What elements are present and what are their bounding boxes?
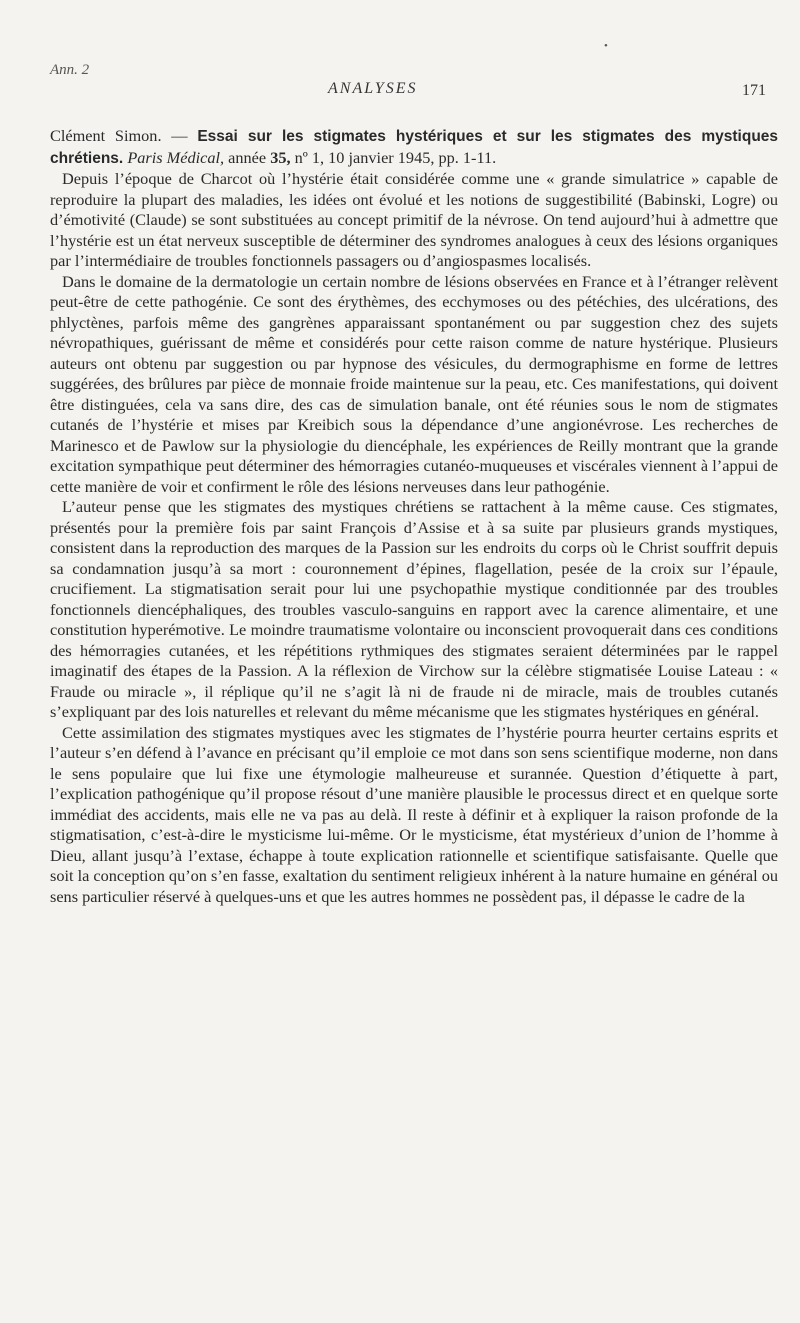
- running-title: ANALYSES: [328, 80, 418, 97]
- issue-pages: nº 1, 10 janvier 1945, pp. 1-11.: [290, 147, 497, 167]
- running-header: [50, 62, 780, 102]
- paragraph-2: Dans le domaine de la dermatologie un certain nombre de lésions observées en France et à l’étranger relèvent peut-être de cette pathogénie. Ce sont des érythèmes, des ecchymoses ou des pétéchies, des ulcérations, des phlyctènes, parfois même des gangrènes apparaissant spontanément ou par suggestion chez des sujets névropathiques, guérissant de même et considérés pour cette raison comme de nature hystérique. Plusieurs auteurs ont obtenu par suggestion ou par hypnose des vésicules, du dermographisme en forme de lettres suggérées, des brûlures par pièce de monnaie froide maintenue sur la peau, etc. Ces manifestations, qui doivent être distinguées, cela va sans dire, des cas de simulation banale, ont été réunies sous le nom de stigmates cutanés de l’hystérie et mises par Kreibich sous la dépendance d’une angionévrose. Les recherches de Marinesco et de Pawlow sur la physiologie du diencéphale, les expériences de Reilly montrant que la grande excitation sympathique peut déterminer des hémorragies cutanéo-muqueuses et viscérales viennent à l’appui de cette manière de voir et confirment le rôle des lésions nerveuses dans leur pathogénie.: [50, 271, 778, 496]
- paragraph-3: L’auteur pense que les stigmates des mystiques chrétiens se rattachent à la même cause. Ces stigmates, présentés pour la première fois par saint François d’Assise et à sa suite par plusieurs grands mystiques, consistent dans la reproduction des marques de la Passion sur les endroits du corps où le Christ souffrit depuis sa condamnation jusqu’à sa mort : couronnement d’épines, flagellation, pesée de la croix sur l’épaule, crucifiement. La stigmatisation serait pour lui une psychopathie mystique conditionnée par des troubles fonctionnels diencéphaliques, des troubles vasculo-sanguins en rapport avec la carence alimentaire, et une constitution hyperémotive. Le moindre traumatisme volontaire ou inconscient provoquerait dans ces conditions des hémorragies cutanées, et les répétitions rythmiques des stigmates seraient déterminées par le rappel imaginatif des étapes de la Passion. A la réflexion de Virchow sur la célèbre stigmatisée Louise Lateau : « Fraude ou miracle », il réplique qu’il ne s’agit là ni de fraude ni de miracle, mais de troubles cutanés s’expliquant par des lois naturelles et relevant du même mécanisme que les stigmates hystériques en général.: [50, 497, 778, 721]
- paragraph-1: Depuis l’époque de Charcot où l’hystérie était considérée comme une « grande simulatrice » capable de reproduire la plupart des maladies, les idées ont évolué et les notions de suggestibilité (Babinski, Logre) ou d’émotivité (Claude) se sont substituées au concept primitif de la névrose. On tend aujourd’hui à admettre que l’hystérie est un état nerveux susceptible de déterminer des syndromes analogues à ceux des lésions organiques par l’intermédiaire de troubles fonctionnels passagers ou d’angiospasmes localisés.: [50, 169, 778, 270]
- author-name: Clément Simon.: [50, 126, 162, 145]
- corner-mark: •: [604, 40, 608, 52]
- paragraph-4: Cette assimilation des stigmates mystiques avec les stigmates de l’hystérie pourra heurter certains esprits et l’auteur s’en défend à l’avance en précisant qu’il emploie ce mot dans son sens scientifique moderne, non dans le sens populaire que lui fixe une étymologie malheureuse et surannée. Question d’étiquette à part, l’explication pathogénique qu’il propose résout d’une manière plausible le processus direct et en quelque sorte immédiat des accidents, mais elle ne va pas au delà. Il reste à définir et à expliquer la raison profonde de la stigmatisation, c’est-à-dire le mysticisme lui-même. Or le mysticisme, état mystérieux d’union de l’homme à Dieu, allant jusqu’à l’extase, échappe à toute explication rationnelle et scientifique satisfaisante. Quelle que soit la conception qu’on s’en fasse, exaltation du sentiment religieux inhérent à la nature humaine en général ou sens particulier réservé à quelques-uns et que les autres hommes ne possèdent pas, il dépasse le cadre de la: [50, 722, 778, 906]
- article-title: Essai sur les stigmates hystériques et sur les stigmates des mystiques chrétiens.: [50, 128, 779, 167]
- journal-name: Paris Médical,: [127, 147, 225, 167]
- page-number: 171: [742, 82, 766, 99]
- article-body: [50, 126, 778, 907]
- year-prefix: année: [224, 147, 271, 167]
- volume: 35,: [270, 147, 291, 167]
- dash: —: [161, 126, 198, 145]
- running-left: Ann. 2: [50, 62, 90, 78]
- bibliographic-entry: [50, 126, 778, 169]
